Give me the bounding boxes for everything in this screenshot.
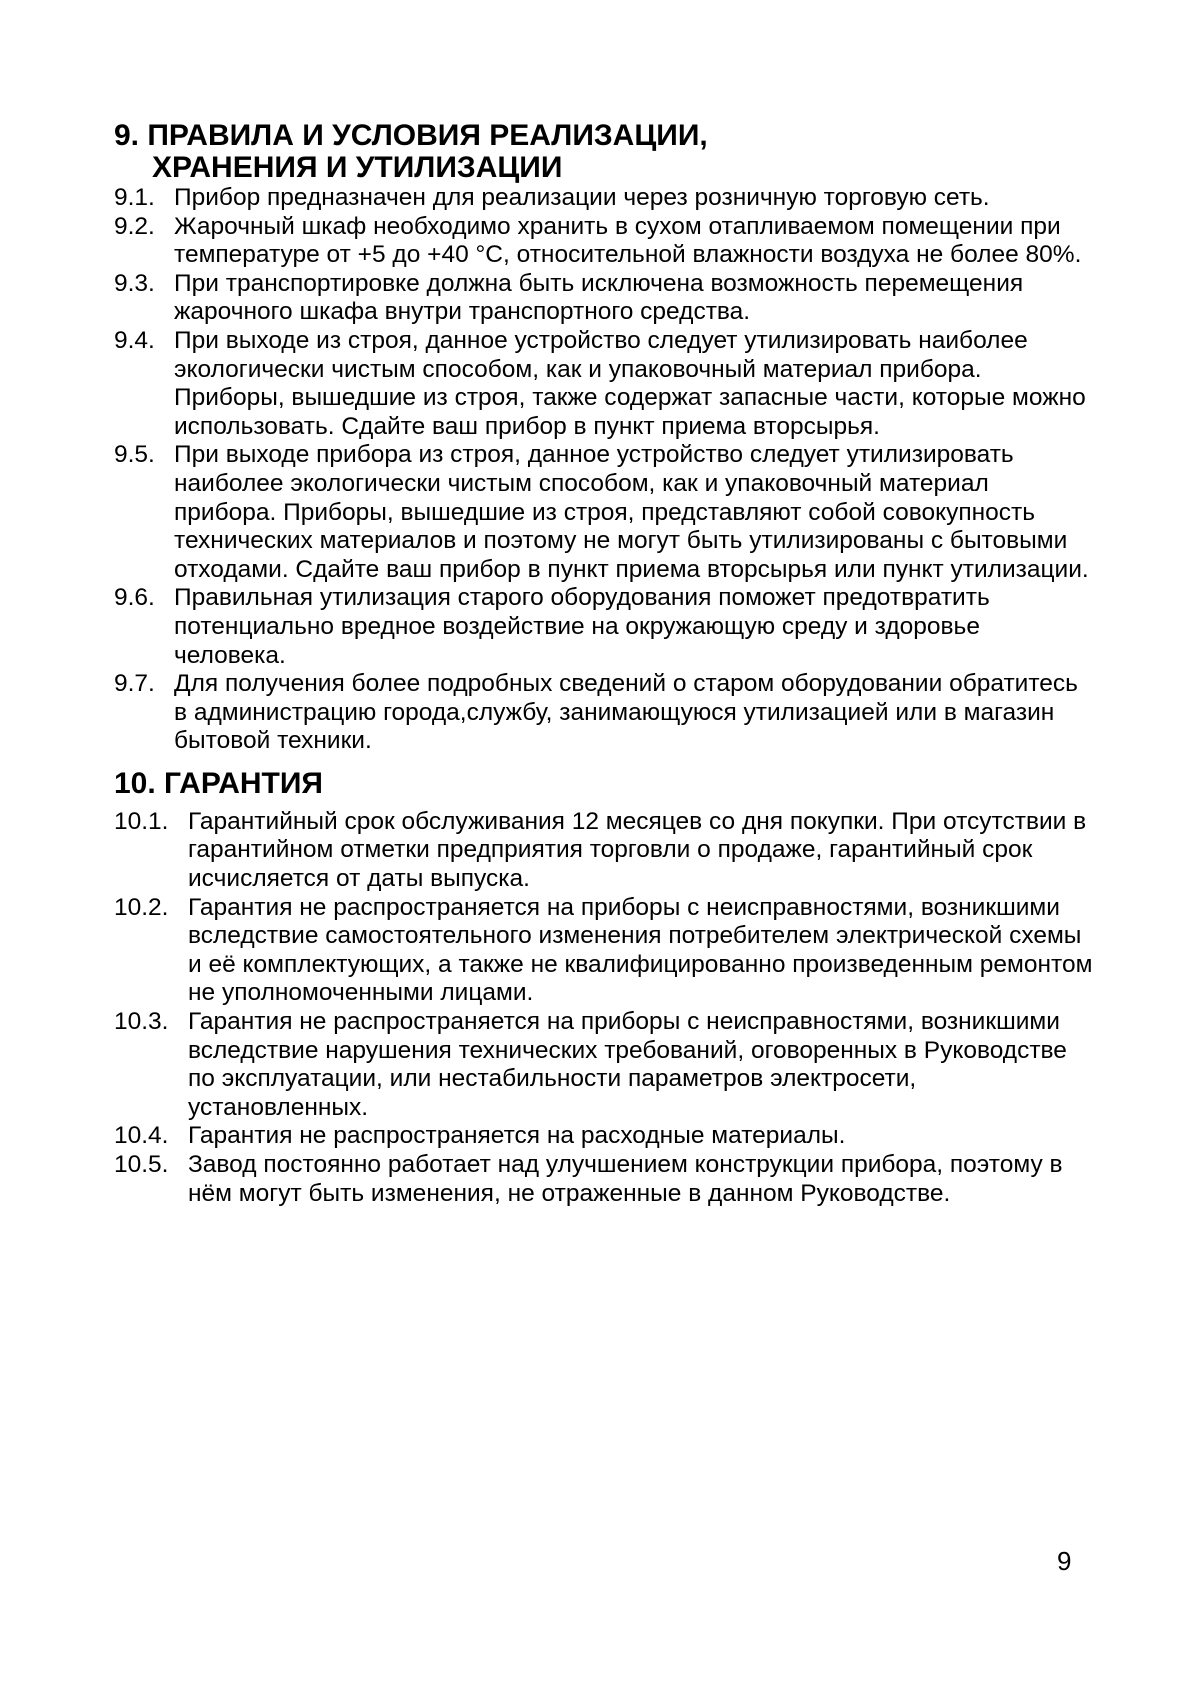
item-text: При выходе прибора из строя, данное устройство следует утилизировать наиболее экологически чистым способом, как и упаковочный материал прибора. Приборы, вышедшие из строя, представляют собой совокупность технических материалов и поэтому не могут быть утилизированы с бытовыми отходами. Сдайте ваш прибор в пункт приема вторсырья или пункт утилизации. xyxy=(174,441,1089,583)
item-number: 10.2. xyxy=(114,893,169,921)
list-item xyxy=(114,213,1094,270)
item-number: 10.4. xyxy=(114,1122,169,1150)
list-item xyxy=(114,270,1094,327)
item-number: 10.3. xyxy=(114,1008,169,1036)
item-text: При транспортировке должна быть исключена возможность перемещения жарочного шкафа внутри транспортного средства. xyxy=(174,269,1024,326)
section-10-heading: 10. ГАРАНТИЯ xyxy=(114,766,323,800)
item-text: Жарочный шкаф необходимо хранить в сухом отапливаемом помещении при температуре от +5 до +40 °С, относительной влажности воздуха не более 80%. xyxy=(174,212,1082,269)
item-number: 10.5. xyxy=(114,1151,169,1178)
item-number: 9.6. xyxy=(114,584,155,612)
list-item xyxy=(114,1008,1094,1122)
item-number: 9.4. xyxy=(114,326,155,354)
section-9-heading-line1: 9. ПРАВИЛА И УСЛОВИЯ РЕАЛИЗАЦИИ, xyxy=(114,119,708,152)
section-9-heading xyxy=(114,120,1094,184)
item-number: 9.1. xyxy=(114,184,155,211)
list-item xyxy=(114,894,1094,1008)
section-9-heading-line2: ХРАНЕНИЯ И УТИЛИЗАЦИИ xyxy=(152,151,563,184)
item-text: Гарантия не распространяется на расходные материалы. xyxy=(188,1122,846,1150)
item-text: Прибор предназначен для реализации через розничную торговую сеть. xyxy=(174,184,990,211)
item-text: Для получения более подробных сведений о старом оборудовании обратитесь в администрацию города,службу, занимающуюся утилизацией или в магазин бытовой техники. xyxy=(174,670,1078,755)
item-number: 9.2. xyxy=(114,212,155,240)
list-item xyxy=(114,808,1094,894)
item-number: 9.3. xyxy=(114,269,155,297)
list-item xyxy=(114,441,1094,584)
item-text: Гарантийный срок обслуживания 12 месяцев со дня покупки. При отсутствии в гарантийном отметки предприятия торговли о продаже, гарантийный срок исчисляется от даты выпуска. xyxy=(188,807,1087,893)
item-number: 9.7. xyxy=(114,670,155,698)
section-10 xyxy=(114,768,1094,1208)
item-text: Гарантия не распространяется на приборы с неисправностями, возникшими вследствие нарушения технических требований, оговоренных в Руководстве по эксплуатации, или нестабильности параметров электросети, установленных. xyxy=(188,1008,1067,1121)
list-item xyxy=(114,184,1094,213)
item-text: Правильная утилизация старого оборудования поможет предотвратить потенциально вредное воздействие на окружающую среду и здоровье человека. xyxy=(174,584,990,669)
item-text: Гарантия не распространяется на приборы с неисправностями, возникшими вследствие самостоятельного изменения потребителем электрической схемы и её комплектующих, а также не квалифицированно произведенным ремонтом не уполномоченными лицами. xyxy=(188,893,1093,1007)
item-text: При выходе из строя, данное устройство следует утилизировать наиболее экологически чистым способом, как и упаковочный материал прибора. Приборы, вышедшие из строя, также содержат запасные части, которые можно использовать. Сдайте ваш прибор в пункт приема вторсырья. xyxy=(174,326,1086,440)
list-item xyxy=(114,1151,1094,1208)
list-item xyxy=(114,670,1094,756)
section-9 xyxy=(114,120,1094,756)
list-item xyxy=(114,1122,1094,1151)
list-item xyxy=(114,584,1094,670)
list-item xyxy=(114,327,1094,441)
section-10-list xyxy=(114,808,1094,1208)
item-number: 9.5. xyxy=(114,441,155,469)
item-number: 10.1. xyxy=(114,807,169,835)
section-9-list xyxy=(114,184,1094,756)
page-number: 9 xyxy=(1057,1546,1072,1576)
item-text: Завод постоянно работает над улучшением конструкции прибора, поэтому в нём могут быть изменения, не отраженные в данном Руководстве. xyxy=(188,1151,1063,1207)
page-content xyxy=(114,120,1094,1208)
